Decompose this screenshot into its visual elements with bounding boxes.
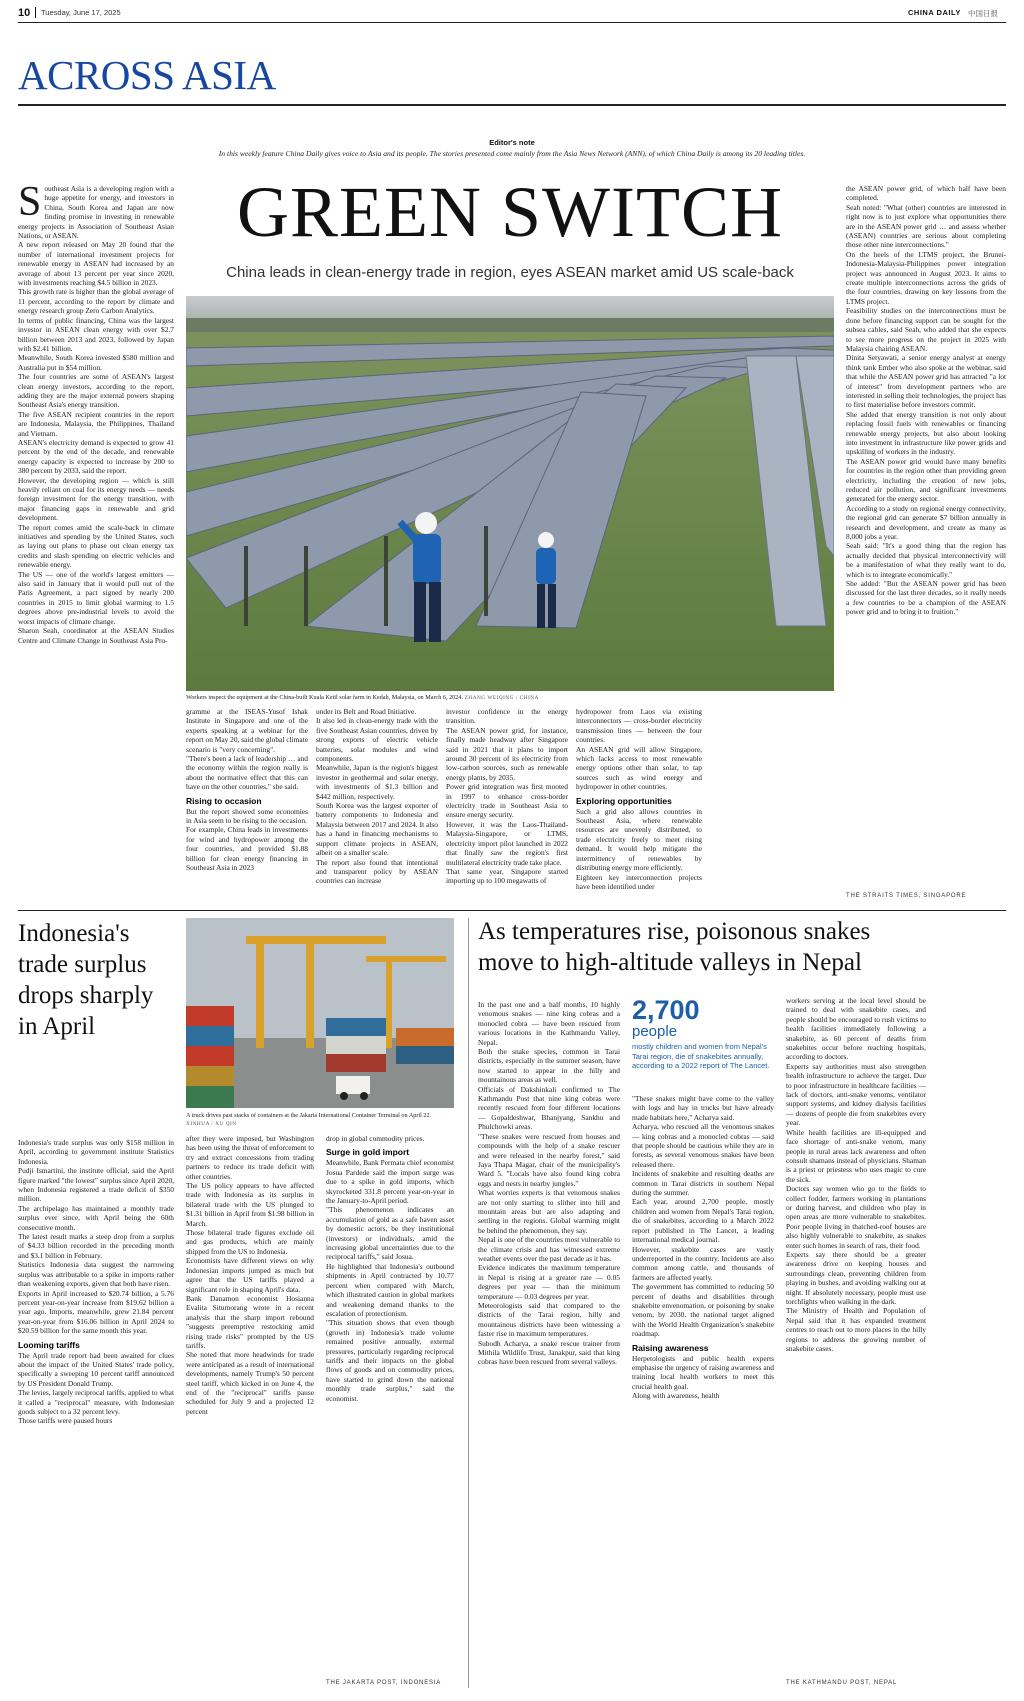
paper-name: CHINA DAILY [908,8,961,17]
indonesia-paragraph: The levies, largely reciprocal tariffs, applied to what it called a "reciprocal" measure, with Indonesian goods subject to a 32 percent levy. [18,1388,174,1416]
main-paragraph: The five ASEAN recipient countries in the report are Indonesia, Malaysia, the Philippines, Thailand and Vietnam. [18,409,174,438]
main-story-credit: THE STRAITS TIMES, SINGAPORE [846,893,967,899]
nepal-paragraph: Meteorologists said that compared to the districts of the Tarai region, hilly and mountainous districts have been witnessing a faster rise in maximum temperatures. [478,1301,620,1339]
indonesia-headline: Indonesia's trade surplus drops sharply in April [18,920,154,1040]
main-paragraph: investor confidence in the energy transition. [446,707,568,726]
main-subhead: China leads in clean-energy trade in region, eyes ASEAN market amid US scale-back [226,264,794,281]
main-col-1 [18,184,174,904]
main-paragraph: She added that energy transition is not only about replacing fossil fuels with renewables or financing renewable energy projects, but also about looking into investment in infrastructure like power grids and upskilling of workers in the industry. [846,409,1006,457]
indonesia-paragraph: Statistics Indonesia data suggest the narrowing surplus was attributable to a spike in imports rather than weakening exports, given that both have risen. [18,1260,174,1289]
main-paragraph: Seah said: "It's a good thing that the region has actually decided that physical interconnectivity will be a manifestation of what they really want to do, which is to integrate economically." [846,541,1006,579]
nepal-paragraph: The government has committed to reducing 50 percent of deaths and disabilities through snakebite envenomation, or poisoning by snake venom, by 2030, the national target aligned with the World Health Organization's snakebite roadmap. [632,1282,774,1339]
main-paragraph: The report also found that intentional and transparent policy by ASEAN countries can increase [316,857,438,886]
main-paragraph: The US — one of the world's largest emitters — also said in January that it would pull out of the Paris Agreement, a pact signed by nearly 200 countries in 2015 to limit global warming to 1.5 degrees above pre-industrial levels to avoid the worst impacts of climate change. [18,569,174,626]
main-headline: GREEN SWITCH [237,172,783,252]
nepal-paragraph: The Ministry of Health and Population of Nepal said that it has expanded treatment centres to reach out to more places in the hilly regions to address the growing number of snakebite cases. [786,1306,926,1354]
nepal-paragraph: Along with awareness, health [632,1391,720,1401]
main-paragraph: According to a study on regional energy connectivity, the regional grid can generate $7 billion annually in research and development, and create as many as 8,000 jobs a year. [846,503,1006,542]
main-subheading-exploring: Exploring opportunities [576,795,672,806]
nepal-paragraph: Herpetologists and public health experts emphasise the urgency of raising awareness and training local health workers to meet this crucial health goal. [632,1353,774,1391]
indonesia-subheading-gold: Surge in gold import [326,1147,410,1158]
main-paragraph: On the heels of the LTMS project, the Brunei-Indonesia-Malaysia-Philippines power integration project was announced in August 2023. It aims to create multiple interconnections across the grids of the four countries, drawing on key lessons from the LTMS project. [846,249,1006,306]
page-number: 10 [18,7,31,19]
main-paragraph: "There's been a lack of leadership … and the economy within the region really is about the normative effect that this can have on the other countries," she said. [186,754,308,792]
indonesia-paragraph: "This phenomenon indicates an accumulation of gold as a safe haven asset by domestic actors, be they institutional (investors) or individuals, amid the increasing global uncertainties due to the reciprocal tariffs," said Josua. [326,1205,454,1262]
header-rule [18,22,1006,23]
main-paragraph: gramme at the ISEAS-Yusof Ishak Institute in Singapore and one of the experts speaking at a webinar for the report on May 20, said the global climate scenario is "very concerning". [186,707,308,754]
header-separator [35,7,36,18]
vertical-rule [468,918,469,1688]
nepal-col-2 [632,1094,774,1692]
nepal-paragraph: However, snakebite cases are vastly underreported in the country. Incidents are also common among cattle, and thousands of farmers are affected yearly. [632,1244,774,1282]
nepal-paragraph: While health facilities are ill-equipped and face shortage of anti-snake venom, many people in rural areas lack awareness and often consult shamans instead of physicians. Shaman is a priest or priestess who uses magic to cure the sick. [786,1127,926,1184]
nepal-paragraph: Evidence indicates the maximum temperature in Nepal is rising at a greater rate — 0.05 degrees per year — than the minimum temperature — 0.03 degrees per year. [478,1263,620,1301]
page-header [18,6,1006,22]
main-col-5 [576,707,702,904]
issue-date: Tuesday, June 17, 2025 [41,8,121,17]
main-paragraph: For example, China leads in investments for wind and hydropower among the four countries, and provided $1.88 billion for clean energy financing in Southeast Asia in 2023 [186,825,308,873]
indonesia-paragraph: after they were imposed, but Washington has been using the threat of enforcement to try and extract concessions from trading partners to reduce its trade deficit with other countries. [186,1134,314,1181]
nepal-paragraph: Experts say authorities must also strengthen health infrastructure to achieve the target. Due to poor infrastructure in healthcare facilities — lack of doctors, anti-snake venoms, ventilator support systems, and kidney dialysis facilities — dozens of people die from snakebites every year. [786,1061,926,1128]
indonesia-paragraph: The archipelago has maintained a monthly trade surplus ever since, with April being the 60th consecutive month. [18,1203,174,1232]
indonesia-col-3 [326,1134,454,1674]
main-paragraph: She added: "But the ASEAN power grid has been discussed for the last three decades, so it really needs a few countries to be a champion of the ASEAN power grid and to bring it to fruition." [846,579,1006,617]
main-paragraph: ASEAN's electricity demand is expected to grow 41 percent by the end of the decade, and renewable energy capacity is expected to increase by 200 to 380 percent by 2033, said the report. [18,437,174,476]
middle-rule [18,910,1006,911]
stat-number: 2,700 [632,995,700,1025]
editors-note-label: Editor's note [489,138,535,147]
main-col-2 [186,707,308,904]
stat-text: mostly children and women from Nepal's Tarai region, die of snakebites annually, according to a 2022 report of The Lancet. [632,1042,770,1070]
main-paragraph: Such a grid also allows countries in Southeast Asia, where renewable resources are unevenly distributed, to trade electricity freely to meet rising demand. It would help mitigate the intermittency of renewables by distributing energy more efficiently. [576,806,702,873]
indonesia-col-2 [186,1134,314,1692]
indonesia-col-1 [18,1138,174,1692]
main-paragraph: It also led in clean-energy trade with the five Southeast Asian countries, driven by strong exports of electric vehicle batteries, solar modules and wind components. [316,716,438,764]
indonesia-paragraph: Bank Danamon economist Hosianna Evalita Situmorang wrote in a recent analysis that the sharp import rebound "suggests preemptive restocking amid rising trade risks" prompted by the US tariffs. [186,1293,314,1350]
main-paragraph: That same year, Singapore started importing up to 100 megawatts of [446,866,568,886]
nepal-paragraph: Doctors say women who go to the fields to collect fodder, farmers working in plantations or during harvest, and children who play in open areas are more vulnerable to snakebites. Poor people living in thatched-roof houses are also highly vulnerable to snakebite, as snakes enter such homes in search of rats, their food. [786,1184,926,1250]
main-photo-caption [186,694,834,702]
stat-unit: people [632,1023,678,1040]
main-subheading-rising: Rising to occasion [186,795,262,806]
nepal-paragraph: Experts say there should be a greater awareness drive on keeping houses and surroundings clean, preventing children from playing in bushes, and avoiding walking out at night. If absolutely necessary, people must use torchlights when walking in the dark. [786,1249,926,1306]
indonesia-paragraph: Meanwhile, Bank Permata chief economist Josua Pardede said the import surge was due to a spike in gold imports, which skyrocketed 331.8 percent year-on-year in the January-to-April period. [326,1158,454,1206]
nepal-paragraph: Each year, around 2,700 people, mostly children and women from Nepal's Tarai region, die of snakebites, according to a March 2022 report published in The Lancet, a leading international medical journal. [632,1197,774,1245]
indonesia-paragraph: Those bilateral trade figures exclude oil and gas products, which are mainly shipped from the US to Indonesia. [186,1228,314,1256]
main-paragraph: Eighteen key interconnection projects have been identified under [576,872,702,891]
indonesia-paragraph: The US policy appears to have affected trade with Indonesia as its surplus in bilateral trade with the US plunged to $1.31 billion in April from $1.98 billion in March. [186,1181,314,1228]
indonesia-paragraph: Indonesia's trade surplus was only $158 million in April, according to government institute Statistics Indonesia. [18,1138,174,1166]
section-rule [18,104,1006,106]
indonesia-photo-caption [186,1112,454,1128]
main-paragraph: Sharon Seah, coordinator at the ASEAN Studies Centre and Climate Change in Southeast Asia Pro- [18,626,174,645]
nepal-story-credit: THE KATHMANDU POST, NEPAL [786,1680,898,1686]
main-paragraph: Feasibility studies on the interconnections must be done before financing support can be sought for the subsea cables, said Seah, who added that she expects to see more progress on the project in 2025 with Malaysia chairing ASEAN. [846,306,1006,353]
nepal-paragraph: Acharya, who rescued all the venomous snakes — king cobras and a monocled cobras — said that people should be cautious while they are in forests, as several venomous snakes have been released there. [632,1122,774,1169]
main-paragraph: Meanwhile, Japan is the region's biggest investor in geothermal and solar energy, with investments of $1.3 billion and $442 million, respectively. [316,763,438,801]
nepal-paragraph: In the past one and a half months, 10 highly venomous snakes — nine king cobras and a monocled cobra — have been rescued from various locations in the Kathmandu Valley, Nepal. [478,1000,620,1047]
nepal-paragraph: workers serving at the local level should be trained to deal with snakebite cases, and people should be encouraged to rush victims to health facilities immediately following a snakebite, as 60 percent of deaths from snakebites occur before reaching hospitals, according to doctors. [786,996,926,1062]
indonesia-paragraph: Those tariffs were paused hours [18,1416,113,1426]
main-paragraph: South Korea was the largest exporter of battery components to Indonesia and Malaysia between 2017 and 2024. It also has a hand in financing mechanisms to support climate projects in ASEAN, albeit on a smaller scale. [316,801,438,858]
indonesia-paragraph: He highlighted that Indonesia's outbound shipments in April contracted by 10.77 percent when compared with March, which illustrated caution in global markets and weakening demand thanks to the escalation of protectionism. [326,1261,454,1318]
main-paragraph: An ASEAN grid will allow Singapore, which lacks access to most renewable energy options other than solar, to tap sources such as wind energy and hydropower in other countries. [576,744,702,792]
main-paragraph: In terms of public financing, China was the largest investor in ASEAN clean energy with over $2.7 billion between 2013 and 2023, followed by Japan with $2.41 billion. [18,315,174,353]
main-paragraph: the ASEAN power grid, of which half have been completed. [846,184,1006,203]
indonesia-paragraph: "This situation shows that even though (growth in) Indonesia's trade volume remained positive annually, external pressures, particularly regarding reciprocal tariffs and their impacts on the global flows of goods and on commodity prices, have started to grind down the national monthly trade surplus," said the economist. [326,1318,454,1403]
editors-note-text: In this weekly feature China Daily gives voice to Asia and its people. The stories presented come mainly from the Asia News Network (ANN), of which China Daily is among its 20 leading titles. [218,149,806,158]
indonesia-paragraph: The latest result marks a steep drop from a surplus of $4.33 billion recorded in the preceding month and $3.1 billion in February. [18,1232,174,1260]
nepal-subheading-awareness: Raising awareness [632,1342,709,1353]
main-col-6 [846,184,1006,890]
nepal-col-3 [786,996,926,1674]
main-paragraph: However, the developing region — which is still heavily reliant on coal for its energy needs — needs foreign investment for the energy transition, with major financing gaps in renewable and grid development. [18,475,174,523]
main-col-1-text [18,184,174,645]
nepal-paragraph: "These snakes were rescued from houses and compounds with the help of a snake rescuer and were released in the nearby forest," said Jaya Thapa Magar, chair of the municipality's Ward 5. "Locals have also found king cobra eggs and nests in nearby jungles." [478,1131,620,1188]
nepal-paragraph: "These snakes might have come to the valley with logs and hay in trucks but have already made habitats here," Acharya said. [632,1094,774,1122]
main-caption-credit: ZHANG WEIQING / CHINA [464,695,539,701]
main-col-4 [446,707,568,904]
solar-farm-photo [186,296,834,691]
main-paragraph: But the report showed some economies in Asia seem to be rising to the occasion. [186,806,308,826]
main-paragraph: under its Belt and Road Initiative. [316,707,417,716]
indonesia-subheading-tariffs: Looming tariffs [18,1339,80,1350]
main-paragraph: The ASEAN power grid, for instance, finally made headway after Singapore said in 2021 that it plans to import around 30 percent of its electricity from low-carbon sources, such as renewable energy plants, by 2035. [446,725,568,782]
main-col-3 [316,707,438,904]
nepal-paragraph: Incidents of snakebite and resulting deaths are common in Tarai districts in southern Nepal during the summer. [632,1169,774,1198]
nepal-paragraph: Both the snake species, common in Tarai districts, especially in the summer season, have now started to appear in the hilly and mountainous areas as well. [478,1047,620,1085]
main-paragraph: This growth rate is higher than the global average of 11 percent, according to the report by climate and energy research group Zero Carbon Analytics. [18,287,174,316]
nepal-col-1 [478,1000,620,1692]
main-paragraph: The four countries are some of ASEAN's largest clean energy investors, according to the report, adding they are the major external powers shaping Southeast Asia's energy transition. [18,372,174,410]
main-dropcap: S [18,184,42,225]
main-paragraph: A new report released on May 20 found that the number of international investment projects for renewable energy in ASEAN had increased by an average of about 13 percent per year since 2020, with investments reaching $4.5 billion in 2023. [18,240,174,288]
main-paragraph: hydropower from Laos via existing interconnectors — cross-border electricity transmission lines — between the four countries. [576,707,702,745]
nepal-paragraph: Subodh Acharya, a snake rescue trainer from Mithila Wildlife Trust, Janakpur, said that king cobras have been rescued from several valleys. [478,1338,620,1367]
main-caption-text: Workers inspect the equipment at the China-built Kuala Ketil solar farm in Kedah, Malaysia, on March 6, 2024. [186,694,464,701]
indonesia-caption-credit: XINHUA / XU QIN [186,1121,237,1127]
indonesia-caption-text: A truck drives past stacks of containers at the Jakarta International Container Terminal on April 22. [186,1112,432,1119]
indonesia-paragraph: Economists have different views on why Indonesian imports jumped as much but agree that the US tariffs played a significant role in shaping April's data. [186,1256,314,1294]
nepal-paragraph: Officials of Dakshinkali confirmed to The Kathmandu Post that nine king cobras were recently rescued from four different locations — Gopaldeshwar, Bhanjyang, Sankhu and Phulchowki areas. [478,1084,620,1132]
main-paragraph: However, it was the Laos-Thailand-Malaysia-Singapore, or LTMS, electricity import pilot launched in 2022 that finally saw the region's first multilateral electricity trade take place. [446,819,568,867]
nepal-paragraph: What worries experts is that venomous snakes are not only starting to slither into hill and mountain areas but are also adapting and settling in the regions. Global warming might be behind the phenomenon, they say. [478,1188,620,1235]
paper-name-cn: 中国日报 [968,9,998,18]
nepal-stat-box [632,996,774,1090]
nepal-headline: As temperatures rise, poisonous snakes move to high-altitude valleys in Nepal [478,918,871,976]
indonesia-paragraph: drop in global commodity prices. [326,1134,425,1143]
main-paragraph: The report comes amid the scale-back in climate initiatives and spending by the United States, such as laying out plans to phase out clean energy tax credits and slash spending on electric vehicles and renewable energy. [18,522,174,570]
indonesia-paragraph: She noted that more headwinds for trade were anticipated as a result of international developments, namely Trump's 50 percent steel tariff, which kicked in on June 4, the end of the "reciprocal" tariffs pause scheduled for July 9 and a projected 12 percent [186,1350,314,1416]
main-paragraph: Meanwhile, South Korea invested $580 million and Australia put in $54 million. [18,353,174,372]
main-paragraph: Power grid integration was first mooted in 1997 to enhance cross-border electricity trade in Southeast Asia to ensure energy security. [446,782,568,820]
section-title: ACROSS ASIA [18,52,276,98]
main-paragraph: Dinita Setyawati, a senior energy analyst at energy think tank Ember who also spoke at the webinar, said that while the ASEAN power grid has attracted "a lot of interest" from development partners who are interested in selling their technologies, the project has to first materialise before investors commit. [846,353,1006,410]
main-paragraph: outheast Asia is a developing region with a huge appetite for energy, and investors in China, South Korea and Japan are now finding promise in investing in renewable energy projects in Association of Southeast Asian Nations, or ASEAN. [18,184,174,241]
indonesia-paragraph: Exports in April increased to $20.74 billion, a 5.76 percent year-on-year increase from $19.62 billion a year ago. Imports, meanwhile, grew 21.84 percent year-on-year from $16.06 billion in April 2024 to $20.59 billion for the same month this year. [18,1288,174,1336]
indonesia-paragraph: Pudji Ismartini, the institute official, said the April figure marked "the lowest" surplus since April 2020, when Indonesia registered a trade deficit of $350 million. [18,1166,174,1204]
nepal-paragraph: Nepal is one of the countries most vulnerable to the climate crisis and has witnessed extreme weather events over the past decade as it has. [478,1235,620,1263]
main-paragraph: The ASEAN power grid would have many benefits for countries in the region other than providing green electricity, including the creation of new jobs, reduced air pollution, and significant investments generated for the energy sector. [846,456,1006,504]
main-paragraph: Seah noted: "What (other) countries are interested in right now is to just explore what opportunities there are in the ASEAN power grid … and assess whether (ASEAN) countries are serious about completing those other nine interconnections." [846,202,1006,250]
container-terminal-photo [186,918,454,1108]
indonesia-paragraph: The April trade report had been awaited for clues about the impact of the United States' trade policy, specifically a sweeping 10 percent tariff announced by US President Donald Trump. [18,1350,174,1388]
indonesia-story-credit: THE JAKARTA POST, INDONESIA [326,1680,442,1686]
